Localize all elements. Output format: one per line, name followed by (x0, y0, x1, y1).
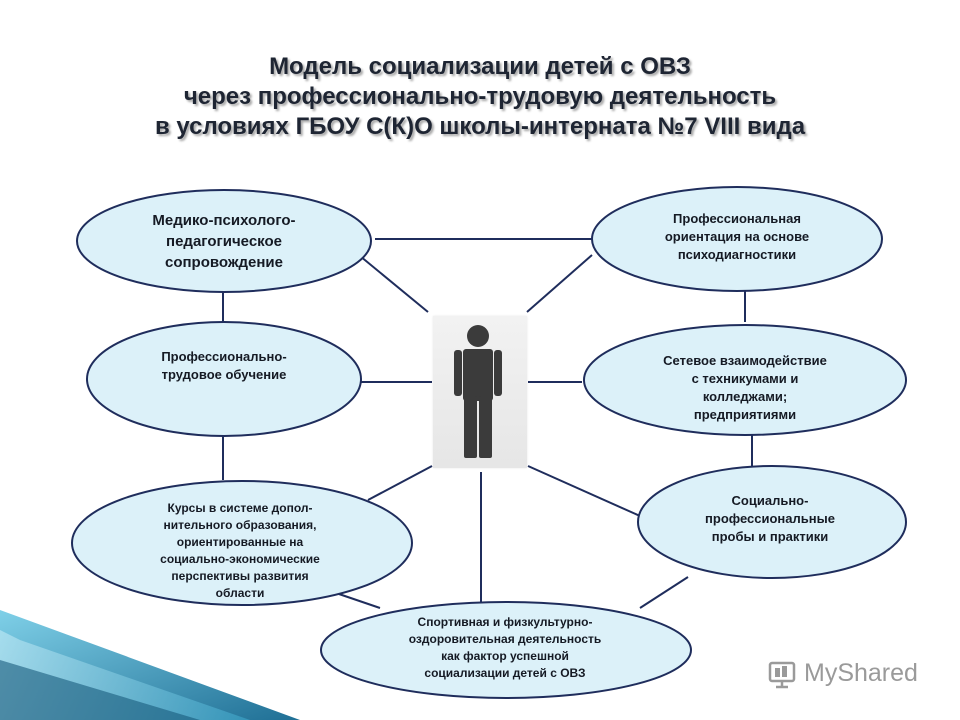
watermark (766, 655, 936, 691)
connector-trials-to-center (528, 466, 640, 516)
person-icon (433, 316, 527, 468)
connector-trials-to-sport (640, 577, 688, 608)
node-prof-orientation-label: Профессиональная ориентация на основе психодиагностики (664, 211, 810, 262)
connector-orientation-to-center (527, 255, 592, 312)
center-person-card (433, 316, 527, 468)
myshared-logo-icon (766, 657, 798, 689)
title-line-1: Модель социализации детей с ОВЗ (269, 53, 691, 80)
watermark-text: MyShared (804, 658, 918, 687)
node-medico-label: Медико-психолого- педагогическое сопровождение (152, 212, 296, 271)
node-labor-training-label: Профессионально- трудовое обучение (161, 349, 287, 382)
connector-courses-to-center (368, 466, 432, 500)
node-network-label: Сетевое взаимодействие с техникумами и колледжами; предприятиями (663, 353, 827, 422)
node-social-trials-label: Социально- профессиональные пробы и практики (705, 493, 835, 544)
node-courses-label: Курсы в системе допол- нительного образования, ориентированные на социально-экономические перспективы развития области (160, 501, 320, 600)
page-title (0, 52, 960, 142)
title-line-3: в условиях ГБОУ С(К)О школы-интерната №7 VIII вида (154, 113, 806, 140)
node-sport-label: Спортивная и физкультурно- оздоровительная деятельность как фактор успешной социализации детей с ОВЗ (408, 615, 602, 680)
connector-medico-to-center (360, 256, 428, 312)
decorative-swoosh (0, 610, 300, 720)
title-line-2: через профессионально-трудовую деятельность (183, 83, 777, 110)
